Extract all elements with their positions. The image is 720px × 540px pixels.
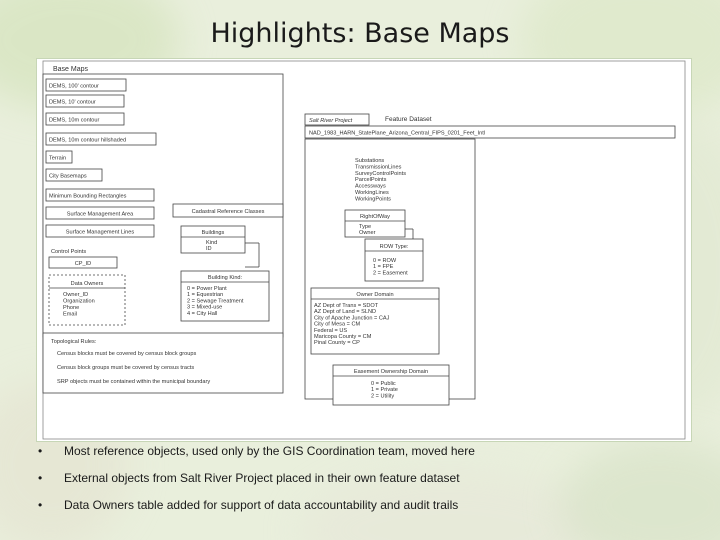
right-of-way-field: Type (359, 224, 372, 230)
owner-domain-value: AZ Dept of Trans = SDOT (314, 303, 379, 309)
data-owners-field: Phone (63, 305, 80, 311)
bullet-icon: • (38, 471, 43, 485)
owner-domain-value: Maricopa County = CM (314, 334, 372, 340)
buildings-title: Buildings (201, 230, 225, 236)
owner-domain-value: City of Mesa = CM (314, 321, 361, 328)
spatial-reference-label: NAD_1983_HARN_StatePlane_Arizona_Central_FIPS_0201_Feet_Intl (309, 130, 486, 137)
right-of-way-title: RightOfWay (360, 214, 390, 220)
building-kind-value: 4 = City Hall (187, 310, 218, 317)
owner-domain-value: Federal = US (314, 327, 348, 334)
easement-domain-value: 1 = Private (371, 387, 398, 394)
buildings-field: Kind (206, 240, 218, 246)
building-kind-value: 2 = Sewage Treatment (187, 298, 244, 305)
topological-rule: SRP objects must be contained within the municipal boundary (57, 379, 211, 385)
srp-class-label: SurveyControlPoints (355, 170, 406, 177)
feature-dataset-label: Feature Dataset (385, 116, 432, 123)
base-map-class-label: Surface Management Area (66, 211, 134, 218)
building-kind-value: 1 = Equestrian (187, 292, 224, 299)
topological-rule: Census block groups must be covered by census tracts (57, 365, 195, 371)
owner-domain-value: City of Apache Junction = CAJ (314, 315, 390, 322)
topological-rules-title: Topological Rules: (51, 339, 97, 345)
building-kind-value: 0 = Power Plant (187, 286, 227, 292)
easement-domain-value: 0 = Public (371, 381, 396, 387)
base-maps-title: Base Maps (53, 66, 89, 73)
base-map-class-label: Surface Management Lines (65, 229, 135, 236)
bullet-list (38, 444, 708, 525)
srp-class-label: WorkingLines (355, 190, 389, 196)
srp-tab-label: Salt River Project (309, 118, 353, 124)
easement-domain-title: Easement Ownership Domain (353, 369, 429, 375)
srp-class-label: WorkingPoints (355, 196, 391, 203)
row-type-title: ROW Type: (379, 244, 409, 250)
right-of-way-field: Owner (359, 230, 376, 236)
easement-domain-value: 2 = Utility (371, 393, 395, 400)
bullet-icon: • (38, 444, 43, 458)
base-map-class-label: Terrain (49, 155, 67, 162)
data-owners-field: Email (63, 311, 77, 318)
row-type-value: 0 = ROW (373, 258, 397, 264)
building-kind-title: Building Kind: (207, 275, 243, 281)
base-map-class-label: DEMS, 10' contour (49, 99, 96, 106)
base-map-class-label: DEMS, 100' contour (49, 83, 99, 90)
diagram-frame (36, 58, 692, 442)
building-kind-value: 3 = Mixed-use (187, 304, 223, 311)
buildings-field: ID (206, 246, 212, 252)
bullet-text: Data Owners table added for support of data accountability and audit trails (64, 498, 459, 512)
base-map-class-label: DEMS, 10m contour (49, 117, 100, 124)
srp-class-label: TransmissionLines (355, 164, 402, 171)
data-owners-title: Data Owners (70, 281, 104, 287)
bullet-icon: • (38, 498, 43, 512)
slide-title: Highlights: Base Maps (210, 18, 510, 49)
owner-domain-title: Owner Domain (356, 292, 394, 298)
bullet-item (38, 444, 708, 471)
row-type-value: 2 = Easement (373, 270, 408, 277)
data-owners-field: Organization (63, 298, 95, 305)
base-maps-diagram (37, 59, 691, 441)
bullet-item (38, 498, 708, 525)
bullet-item (38, 471, 708, 498)
bullet-text: Most reference objects, used only by the GIS Coordination team, moved here (64, 444, 475, 458)
control-points-title: Control Points (51, 249, 87, 255)
cadastral-label: Cadastral Reference Classes (191, 209, 265, 215)
topological-rule: Census blocks must be covered by census block groups (57, 351, 197, 357)
control-points-field: CP_ID (74, 261, 92, 267)
srp-class-label: Substations (355, 158, 385, 164)
data-owners-field: Owner_ID (63, 292, 89, 298)
owner-domain-value: Pinal County = CP (314, 340, 360, 347)
srp-class-label: ParcelPoints (355, 177, 387, 184)
srp-class-label: Accessways (355, 183, 386, 190)
bullet-text: External objects from Salt River Project placed in their own feature dataset (64, 471, 460, 485)
base-map-class-label: Minimum Bounding Rectangles (49, 193, 127, 200)
row-type-value: 1 = FPE (373, 264, 394, 271)
base-map-class-label: City Basemaps (49, 173, 87, 180)
base-map-class-label: DEMS, 10m contour hillshaded (49, 137, 127, 144)
owner-domain-value: AZ Dept of Land = SLND (314, 309, 377, 316)
